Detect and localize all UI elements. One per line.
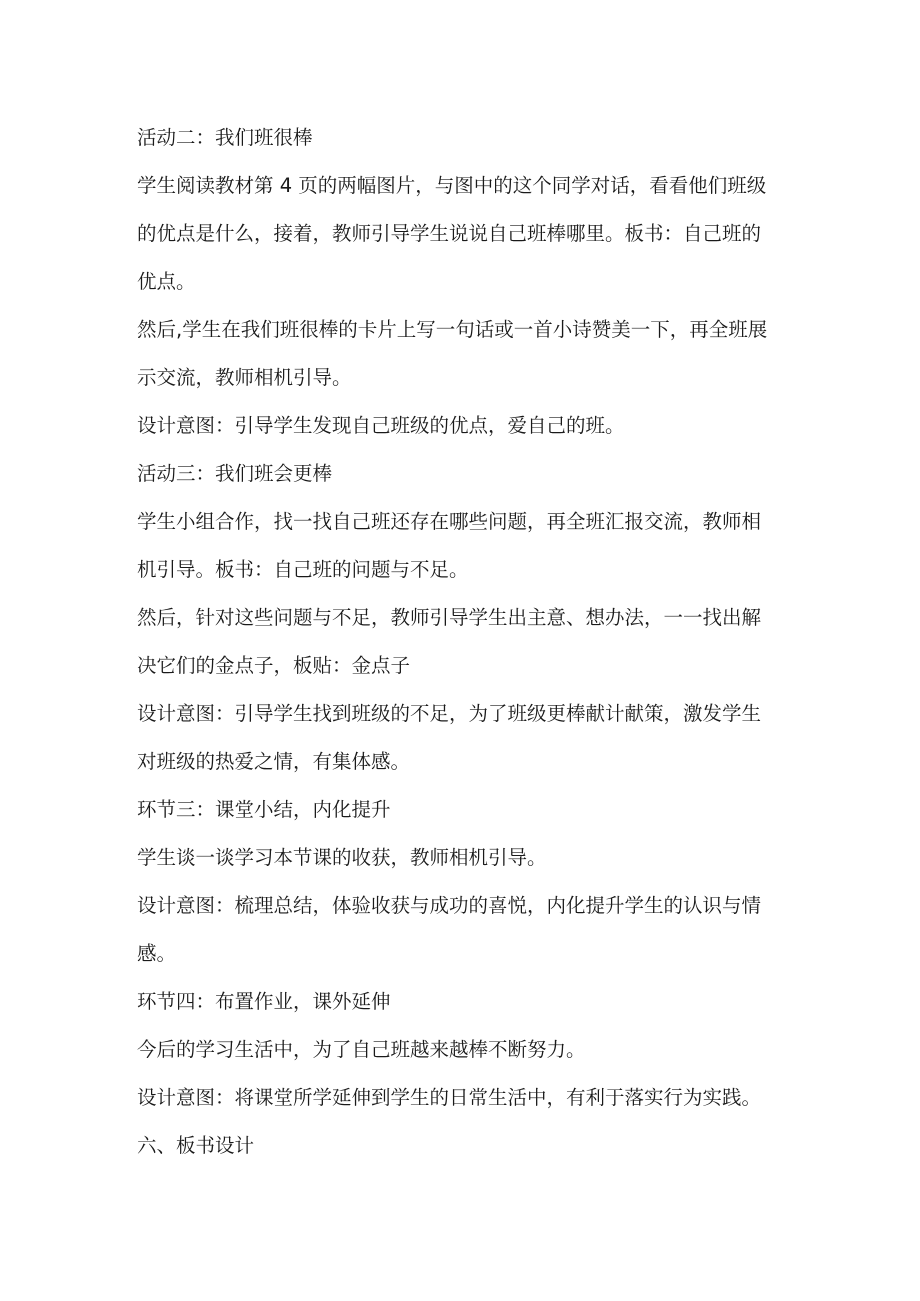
paragraph-line: 的优点是什么，接着，教师引导学生说说自己班棒哪里。板书：自己班的	[137, 222, 762, 245]
heading-section-three: 环节三：课堂小结，内化提升	[137, 798, 391, 821]
paragraph-line: 今后的学习生活中，为了自己班越来越棒不断努力。	[137, 1038, 586, 1061]
design-intent-line: 设计意图：引导学生找到班级的不足，为了班级更棒献计献策，激发学生	[137, 702, 762, 725]
paragraph-line: 然后,学生在我们班很棒的卡片上写一句话或一首小诗赞美一下，再全班展	[137, 318, 768, 341]
paragraph-line: 学生小组合作，找一找自己班还存在哪些问题，再全班汇报交流，教师相	[137, 510, 762, 533]
heading-section-four: 环节四：布置作业，课外延伸	[137, 990, 391, 1013]
paragraph-line: 决它们的金点子，板贴：金点子	[137, 654, 411, 677]
design-intent-line: 设计意图：引导学生发现自己班级的优点，爱自己的班。	[137, 414, 625, 437]
paragraph-line: 优点。	[137, 270, 196, 293]
heading-blackboard-design: 六、板书设计	[137, 1134, 255, 1157]
paragraph-line: 对班级的热爱之情，有集体感。	[137, 750, 411, 773]
paragraph-line: 学生阅读教材第 4 页的两幅图片，与图中的这个同学对话，看看他们班级	[137, 174, 767, 197]
document-body	[137, 114, 797, 1170]
heading-activity-two: 活动二：我们班很棒	[137, 126, 313, 149]
paragraph-line: 机引导。板书：自己班的问题与不足。	[137, 558, 469, 581]
design-intent-line: 设计意图：将课堂所学延伸到学生的日常生活中，有利于落实行为实践。	[137, 1086, 762, 1109]
paragraph-line: 感。	[137, 942, 177, 965]
heading-activity-three: 活动三：我们班会更棒	[137, 462, 333, 485]
design-intent-line: 设计意图：梳理总结，体验收获与成功的喜悦，内化提升学生的认识与情	[137, 894, 762, 917]
paragraph-line: 示交流，教师相机引导。	[137, 366, 352, 389]
paragraph-line: 然后，针对这些问题与不足，教师引导学生出主意、想办法，一一找出解	[137, 606, 762, 629]
paragraph-line: 学生谈一谈学习本节课的收获，教师相机引导。	[137, 846, 547, 869]
